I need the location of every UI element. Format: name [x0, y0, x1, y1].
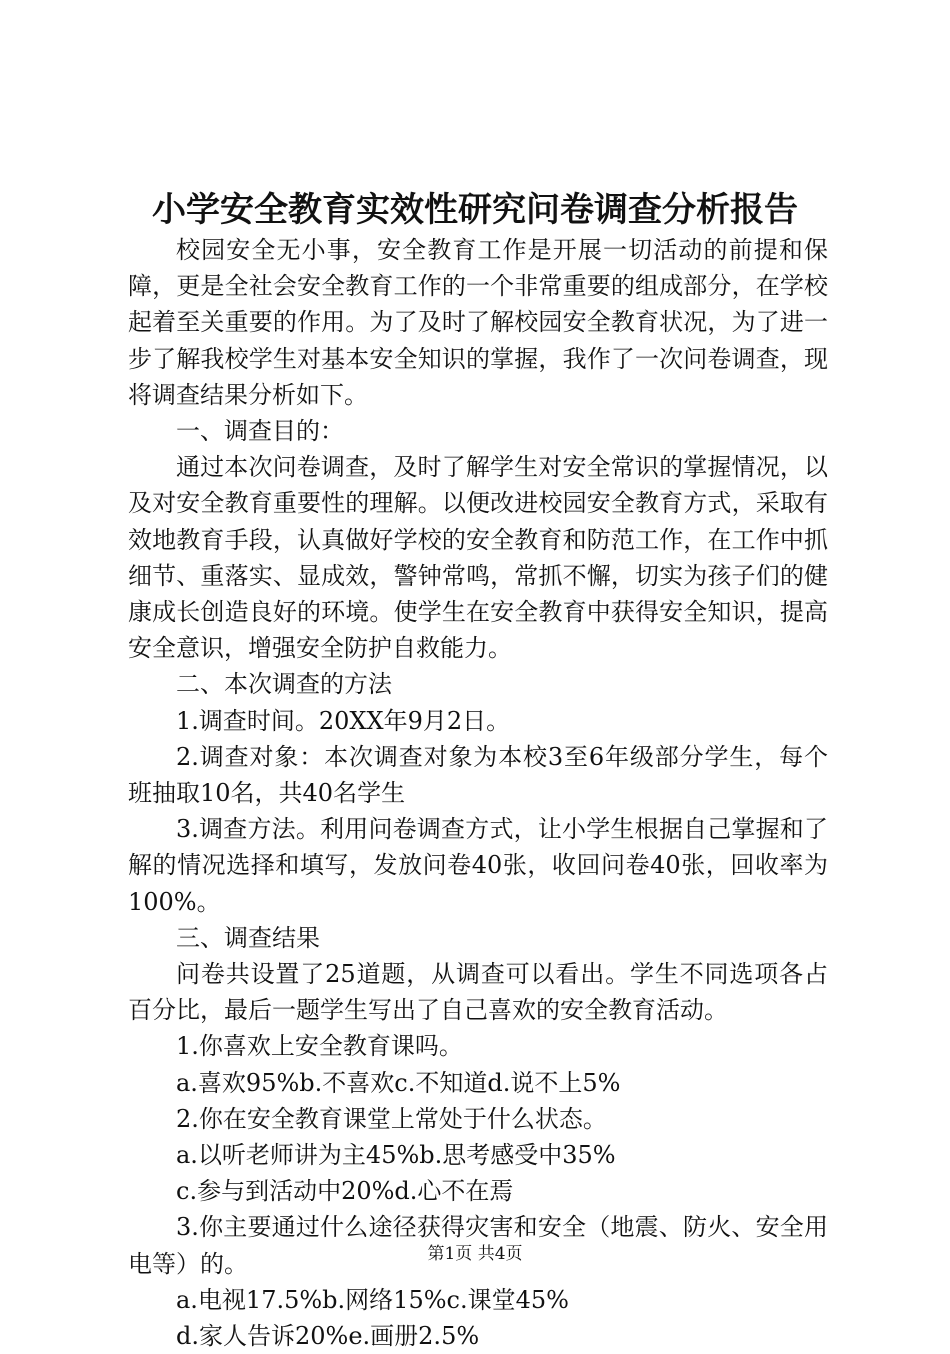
- question-2-answers-a: a.以听老师讲为主45%b.思考感受中35%: [176, 1141, 616, 1170]
- paragraph-method-approach: 3.调查方法。利用问卷调查方式，让小学生根据自己掌握和了解的情况选择和填写，发放问卷40张，收回问卷40张，回收率为100%。: [128, 815, 828, 916]
- question-1-answers: a.喜欢95%b.不喜欢c.不知道d.说不上5%: [176, 1068, 621, 1097]
- paragraph-method-time: 1.调查时间。20XX年9月2日。: [176, 706, 511, 735]
- page-number-footer: 第1页 共4页: [427, 1244, 523, 1264]
- paragraph-method-subjects: 2.调查对象：本次调查对象为本校3至6年级部分学生，每个班抽取10名，共40名学生: [128, 742, 828, 808]
- heading-results: 三、调查结果: [176, 923, 320, 952]
- question-3: 3.你主要通过什么途径获得灾害和安全（地震、防火、安全用电等）的。: [128, 1213, 828, 1278]
- paragraph-results-summary: 问卷共设置了25道题，从调查可以看出。学生不同选项各占百分比，最后一题学生写出了自己喜欢的安全教育活动。: [128, 960, 828, 1025]
- paragraph-intro: 校园安全无小事，安全教育工作是开展一切活动的前提和保障，更是全社会安全教育工作的一个非常重要的组成部分，在学校起着至关重要的作用。为了及时了解校园安全教育状况，为了进一步了解我校学生对基本安全知识的掌握，我作了一次问卷调查，现将调查结果分析如下。: [128, 236, 828, 409]
- document-body: [128, 232, 828, 1354]
- question-2-answers-b: c.参与到活动中20%d.心不在焉: [176, 1177, 514, 1206]
- heading-purpose: 一、调查目的：: [176, 417, 344, 446]
- question-3-answers-b: d.家人告诉20%e.画册2.5%: [176, 1322, 480, 1351]
- paragraph-purpose: 通过本次问卷调查，及时了解学生对安全常识的掌握情况，以及对安全教育重要性的理解。以便改进校园安全教育方式，采取有效地教育手段，认真做好学校的安全教育和防范工作，在工作中抓细节、重落实、显成效，警钟常鸣，常抓不懈，切实为孩子们的健康成长创造良好的环境。使学生在安全教育中获得安全知识，提高安全意识，增强安全防护自救能力。: [128, 453, 828, 663]
- question-2: 2.你在安全教育课堂上常处于什么状态。: [176, 1104, 607, 1133]
- heading-method: 二、本次调查的方法: [176, 670, 392, 699]
- question-3-answers-a: a.电视17.5%b.网络15%c.课堂45%: [176, 1285, 569, 1314]
- question-1: 1.你喜欢上安全教育课吗。: [176, 1032, 463, 1061]
- document-title: 小学安全教育实效性研究问卷调查分析报告: [152, 190, 798, 230]
